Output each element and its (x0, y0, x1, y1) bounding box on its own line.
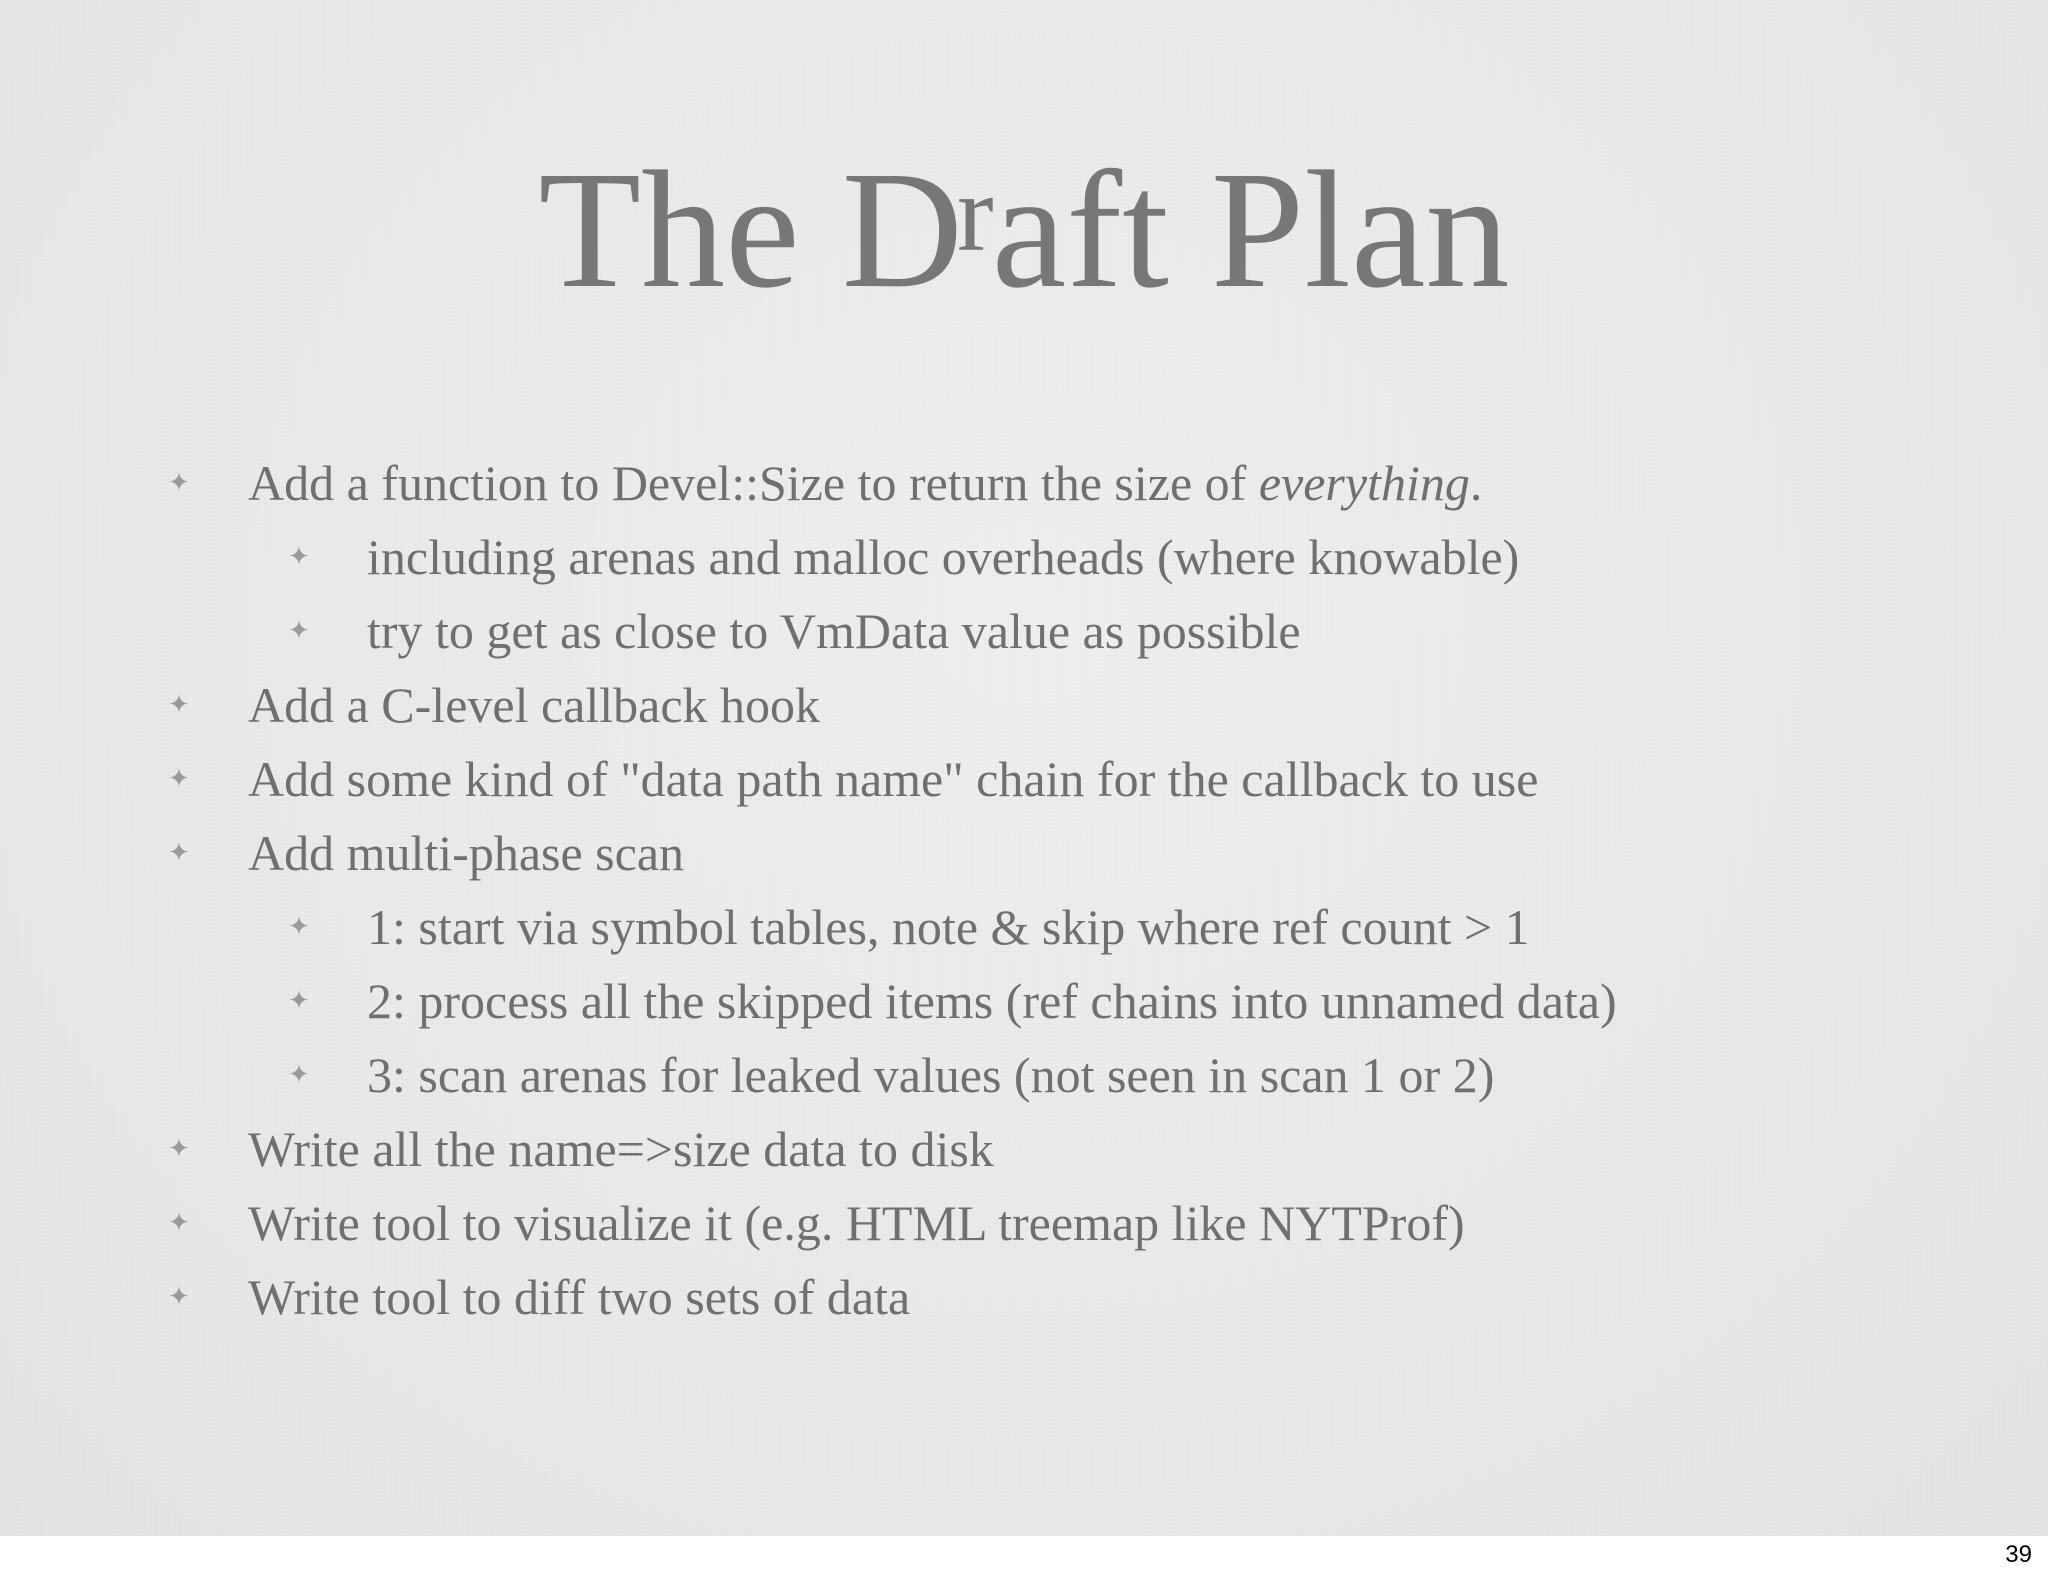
bullet-marker-icon: ✦ (288, 986, 310, 1015)
bullet-text: Add a function to Devel::Size to return the size of (248, 455, 1259, 511)
bullet-text: 3: scan arenas for leaked values (not seen in scan 1 or 2) (367, 1047, 1495, 1103)
bullet-item (0, 446, 2048, 520)
sub-bullet-item (0, 890, 2048, 964)
bullet-item (0, 742, 2048, 816)
bullet-marker-icon: ✦ (168, 1282, 190, 1311)
bullet-marker-icon: ✦ (168, 838, 190, 867)
sub-bullet-item (0, 594, 2048, 668)
bullet-text: 2: process all the skipped items (ref chains into unnamed data) (367, 973, 1617, 1029)
bullet-item (0, 1112, 2048, 1186)
bullet-item (0, 1260, 2048, 1334)
bullet-marker-icon: ✦ (168, 468, 190, 497)
bullet-text: Write all the name=>size data to disk (248, 1121, 994, 1177)
bullet-item (0, 816, 2048, 890)
title-text-end: aft Plan (991, 137, 1510, 323)
bullet-marker-icon: ✦ (288, 1060, 310, 1089)
bullet-marker-icon: ✦ (288, 912, 310, 941)
page-number: 39 (2005, 1541, 2032, 1568)
bullet-list (0, 446, 2048, 1334)
bullet-suffix: . (1469, 455, 1483, 511)
bullet-marker-icon: ✦ (168, 1208, 190, 1237)
bullet-text: Write tool to diff two sets of data (248, 1269, 911, 1325)
title-text-start: The D (538, 137, 963, 323)
bullet-text: Add a C-level callback hook (248, 677, 821, 733)
bullet-text: Add some kind of "data path name" chain for the callback to use (248, 751, 1539, 807)
bullet-text: 1: start via symbol tables, note & skip where ref count > 1 (367, 899, 1530, 955)
bullet-item (0, 1186, 2048, 1260)
bullet-marker-icon: ✦ (168, 1134, 190, 1163)
bullet-item (0, 668, 2048, 742)
bullet-text: including arenas and malloc overheads (where knowable) (367, 529, 1520, 585)
title-raised-letter: r (957, 152, 994, 274)
bullet-text: Write tool to visualize it (e.g. HTML treemap like NYTProf) (248, 1195, 1465, 1251)
bullet-marker-icon: ✦ (168, 690, 190, 719)
bullet-marker-icon: ✦ (288, 542, 310, 571)
sub-bullet-item (0, 964, 2048, 1038)
slide-title (0, 130, 2048, 349)
sub-bullet-item (0, 1038, 2048, 1112)
sub-bullet-item (0, 520, 2048, 594)
bullet-marker-icon: ✦ (168, 764, 190, 793)
bullet-marker-icon: ✦ (288, 616, 310, 645)
bullet-emphasis: everything (1258, 455, 1470, 511)
bullet-text: try to get as close to VmData value as possible (367, 603, 1301, 659)
bullet-text: Add multi-phase scan (248, 825, 685, 881)
